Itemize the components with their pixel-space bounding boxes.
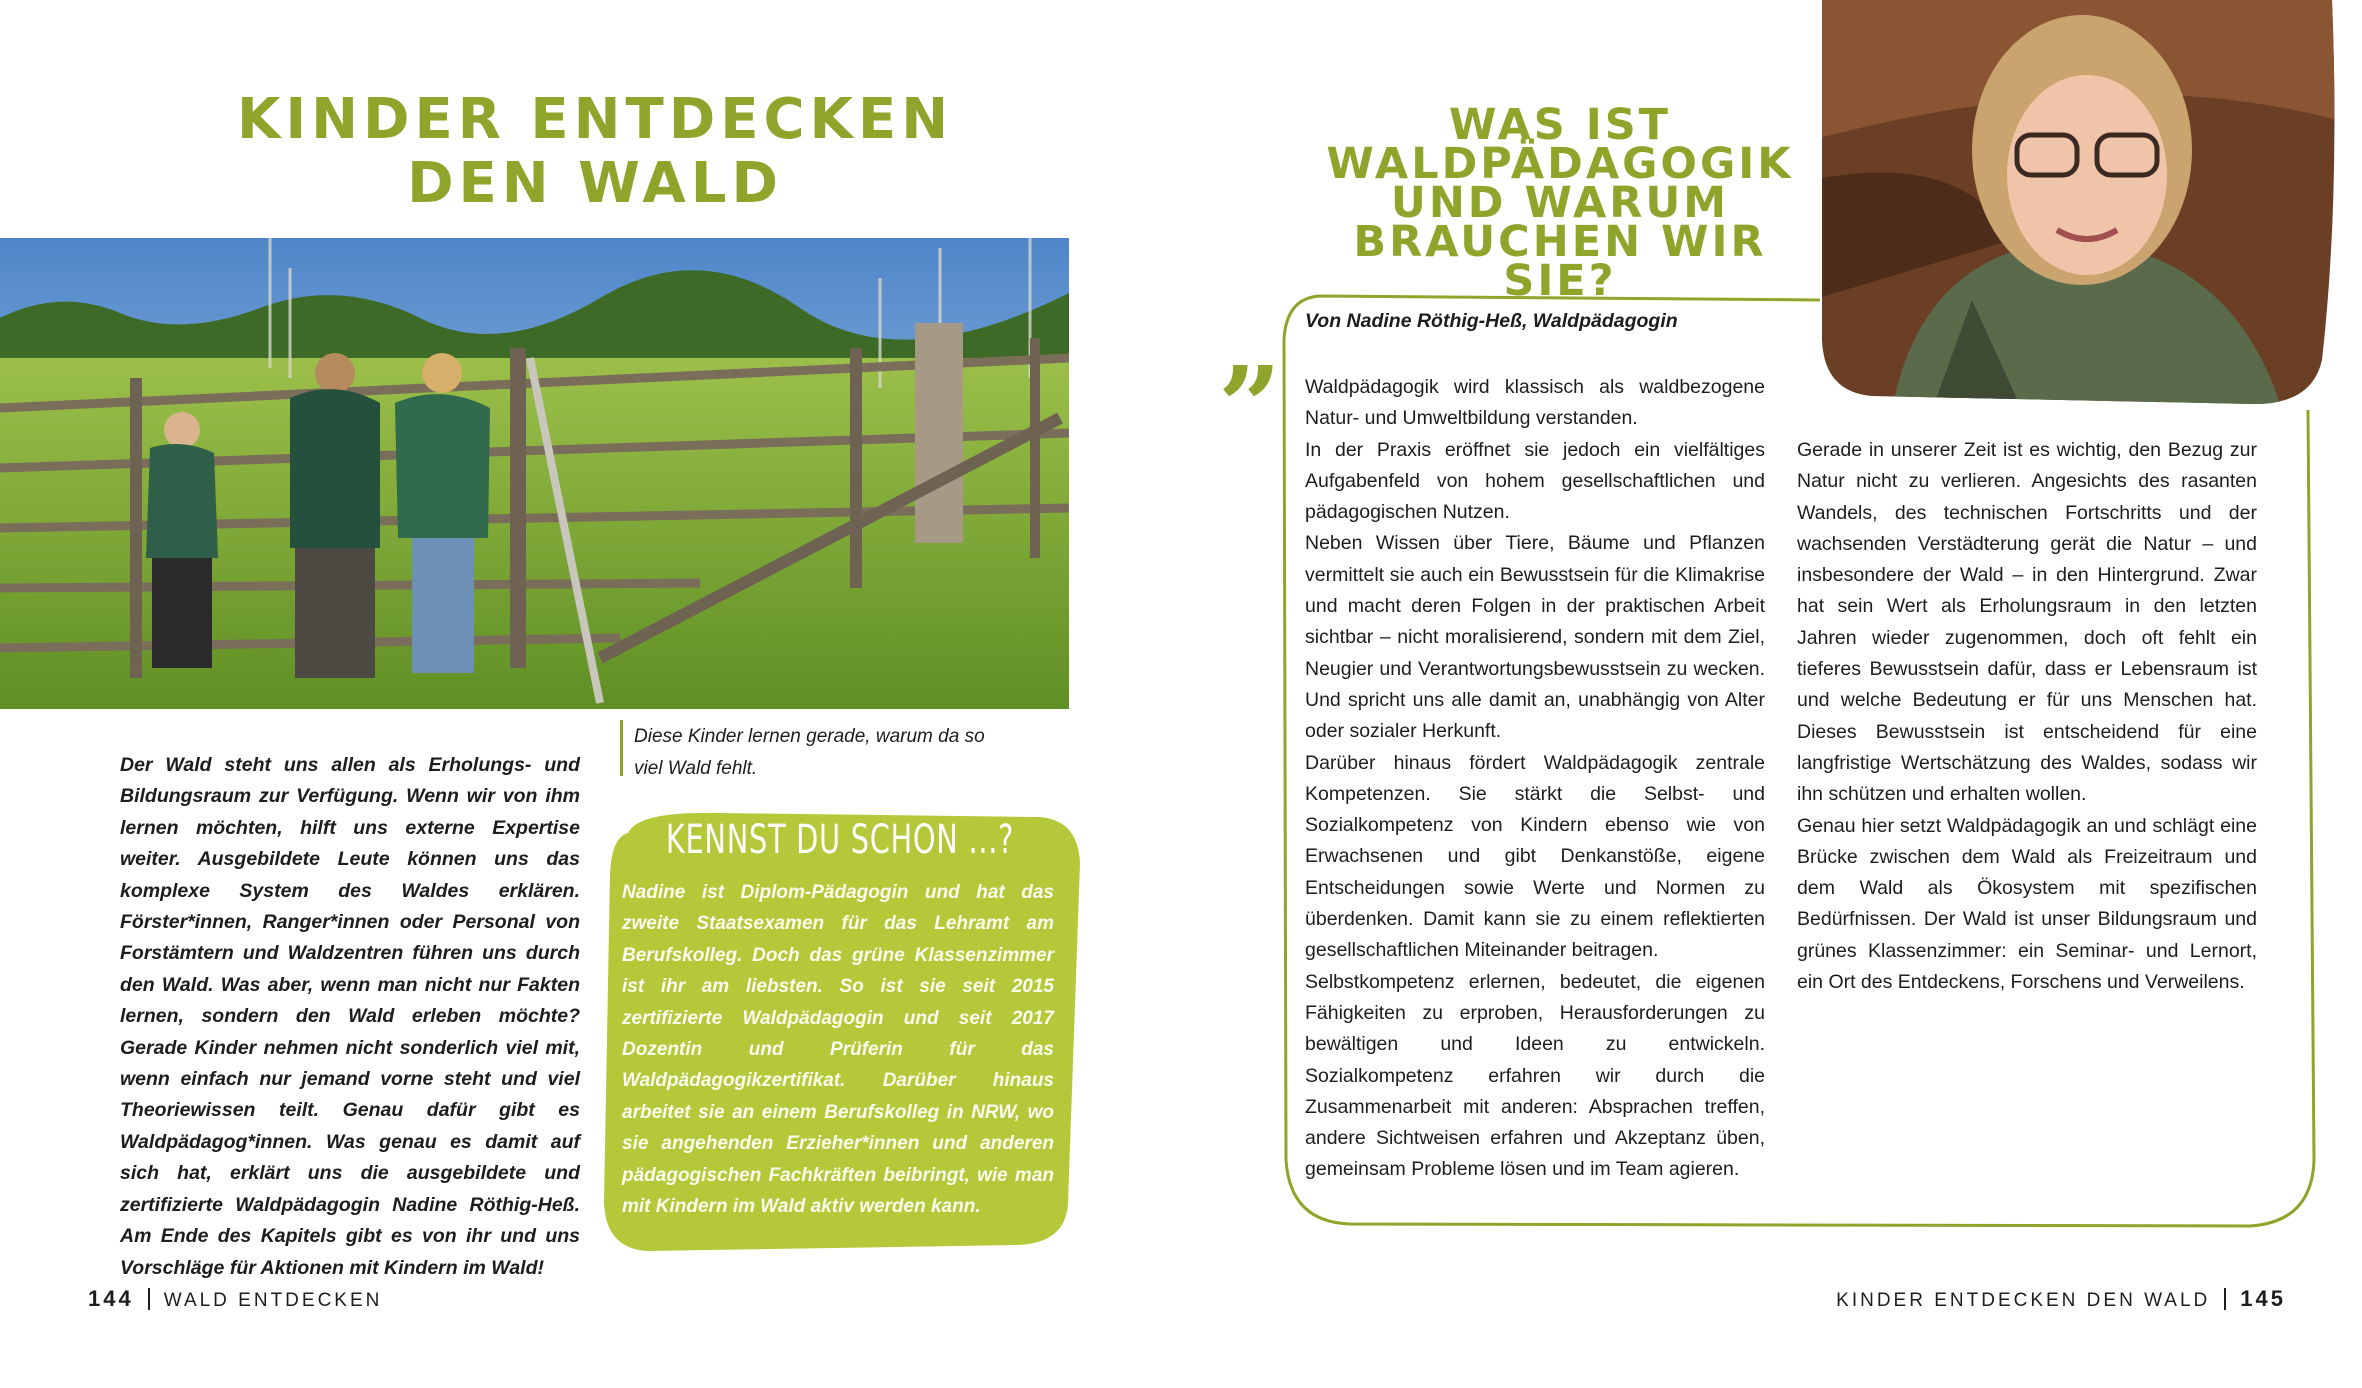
- info-box-title: KENNST DU SCHON ...?: [665, 817, 1015, 863]
- paragraph: In der Praxis eröffnet sie jedoch ein vielfältiges Aufgabenfeld von hohem gesellschaftlichen und pädagogischen Nutzen.: [1305, 438, 1765, 524]
- page-number: 145: [2240, 1286, 2286, 1311]
- paragraph: Neben Wissen über Tiere, Bäume und Pflanzen vermittelt sie auch ein Bewusstsein für die Klimakrise und macht deren Folgen in der praktischen Arbeit sichtbar – nicht moralisierend, sondern mit dem Ziel, Neugier und Verantwortungsbewusstsein zu wecken. Und spricht uns alle damit an, unabhängig von Alter oder sozialer Herkunft.: [1305, 532, 1765, 743]
- article-title-line: WALDPÄDAGOGIK: [1326, 139, 1794, 189]
- article-title-line: WAS IST: [1448, 100, 1672, 150]
- chapter-title-line: DEN WALD: [407, 151, 783, 216]
- footer-right: [1836, 1286, 2286, 1312]
- paragraph: Genau hier setzt Waldpädagogik an und schlägt eine Brücke zwischen dem Wald als Freizeitraum und dem Wald als Ökosystem mit spezifischen Bedürfnissen. Der Wald ist unser Bildungsraum und grünes Klassenzimmer: ein Seminar- und Lernort, ein Ort des Entdeckens, Forschens und Verweilens.: [1797, 814, 2257, 994]
- quote-mark-icon: ”: [1218, 342, 1282, 471]
- article-column-2: [1797, 435, 2257, 998]
- paragraph: Waldpädagogik wird klassisch als waldbezogene Natur- und Umweltbildung verstanden.: [1305, 376, 1765, 430]
- info-box: [598, 803, 1082, 1251]
- article-title-line: UND WARUM: [1390, 178, 1730, 228]
- info-box-text: Nadine ist Diplom-Pädagogin und hat das zweite Staatsexamen für das Lehramt am Berufskolleg. Doch das grüne Klassenzimmer ist ihr am liebsten. So ist sie seit 2015 zertifizierte Waldpädagogin und seit 2017 Dozentin und Prüferin für das Waldpädagogikzertifikat. Darüber hinaus arbeitet sie an einem Berufskolleg in NRW, wo sie angehenden Erzieher*innen und anderen pädagogischen Fachkräften beibringt, wie man mit Kindern im Wald aktiv werden kann.: [622, 882, 1054, 1218]
- page-number: 144: [88, 1286, 134, 1311]
- caption-divider: [620, 720, 623, 776]
- footer-section: WALD ENTDECKEN: [163, 1290, 383, 1311]
- photo-caption: Diese Kinder lernen gerade, warum da so viel Wald fehlt.: [634, 726, 985, 779]
- article-column-1: [1305, 372, 1765, 1186]
- chapter-title: [180, 88, 1010, 216]
- chapter-title-line: KINDER ENTDECKEN: [236, 87, 954, 152]
- paragraph: Darüber hinaus fördert Waldpädagogik zentrale Kompetenzen. Sie stärkt die Selbst- und Sozialkompetenz von Kindern ebenso wie von Erwachsenen und gibt Denkanstöße, eigene Entscheidungen sowie Werte und Normen zu überdenken. Damit kann sie zu einem reflektierten gesellschaftlichen Miteinander beitragen.: [1305, 751, 1765, 962]
- footer-divider: [148, 1288, 150, 1310]
- footer-left: [88, 1286, 382, 1312]
- paragraph: Gerade in unserer Zeit ist es wichtig, den Bezug zur Natur nicht zu verlieren. Angesichts des rasanten Wandels, des technischen Fortschritts und der wachsenden Verstädterung gerät die Natur – und insbesondere der Wald – in den Hintergrund. Zwar hat sein Wert als Erholungsraum in den letzten Jahren wieder zugenommen, doch oft fehlt ein tieferes Bewusstsein dafür, dass er Lebensraum ist und welche Bedeutung er für uns Menschen hat. Dieses Bewusstsein ist entscheidend für eine langfristige Wertschätzung des Waldes, sodass wir ihn schützen und erhalten wollen.: [1797, 439, 2257, 806]
- footer-section: KINDER ENTDECKEN DEN WALD: [1836, 1290, 2211, 1311]
- author-portrait: [1812, 0, 2337, 410]
- children-at-fence-photo: [0, 238, 1069, 709]
- intro-text: Der Wald steht uns allen als Erholungs- und Bildungsraum zur Verfügung. Wenn wir von ihm lernen möchten, hilft uns externe Expertise weiter. Ausgebildete Leute können uns das komplexe System des Waldes erklären. Förster*innen, Ranger*innen oder Personal von Forstämtern und Waldzentren führen uns durch den Wald. Was aber, wenn man nicht nur Fakten lernen, sondern den Wald erleben möchte? Gerade Kinder nehmen nicht sonderlich viel mit, wenn einfach nur jemand vorne steht und viel Theoriewissen teilt. Genau dafür gibt es Waldpädagog*innen. Was genau es damit auf sich hat, erklärt uns die ausgebildete und zertifizierte Waldpädagogin Nadine Röthig-Heß. Am Ende des Kapitels gibt es von ihr und uns Vorschläge für Aktionen mit Kindern im Wald!: [120, 754, 580, 1279]
- article-title: [1290, 100, 1830, 306]
- article-title-line: BRAUCHEN WIR SIE?: [1353, 217, 1767, 306]
- footer-divider: [2224, 1288, 2226, 1310]
- author-byline: Von Nadine Röthig-Heß, Waldpädagogin: [1305, 310, 1678, 332]
- paragraph: Selbstkompetenz erlernen, bedeutet, die eigenen Fähigkeiten zu erproben, Herausforderungen zu bewältigen und Ideen zu entwickeln. Sozialkompetenz erfahren wir durch die Zusammenarbeit mit anderen: Absprachen treffen, andere Sichtweisen erfahren und Akzeptanz üben, gemeinsam Probleme lösen und im Team agieren.: [1305, 970, 1765, 1181]
